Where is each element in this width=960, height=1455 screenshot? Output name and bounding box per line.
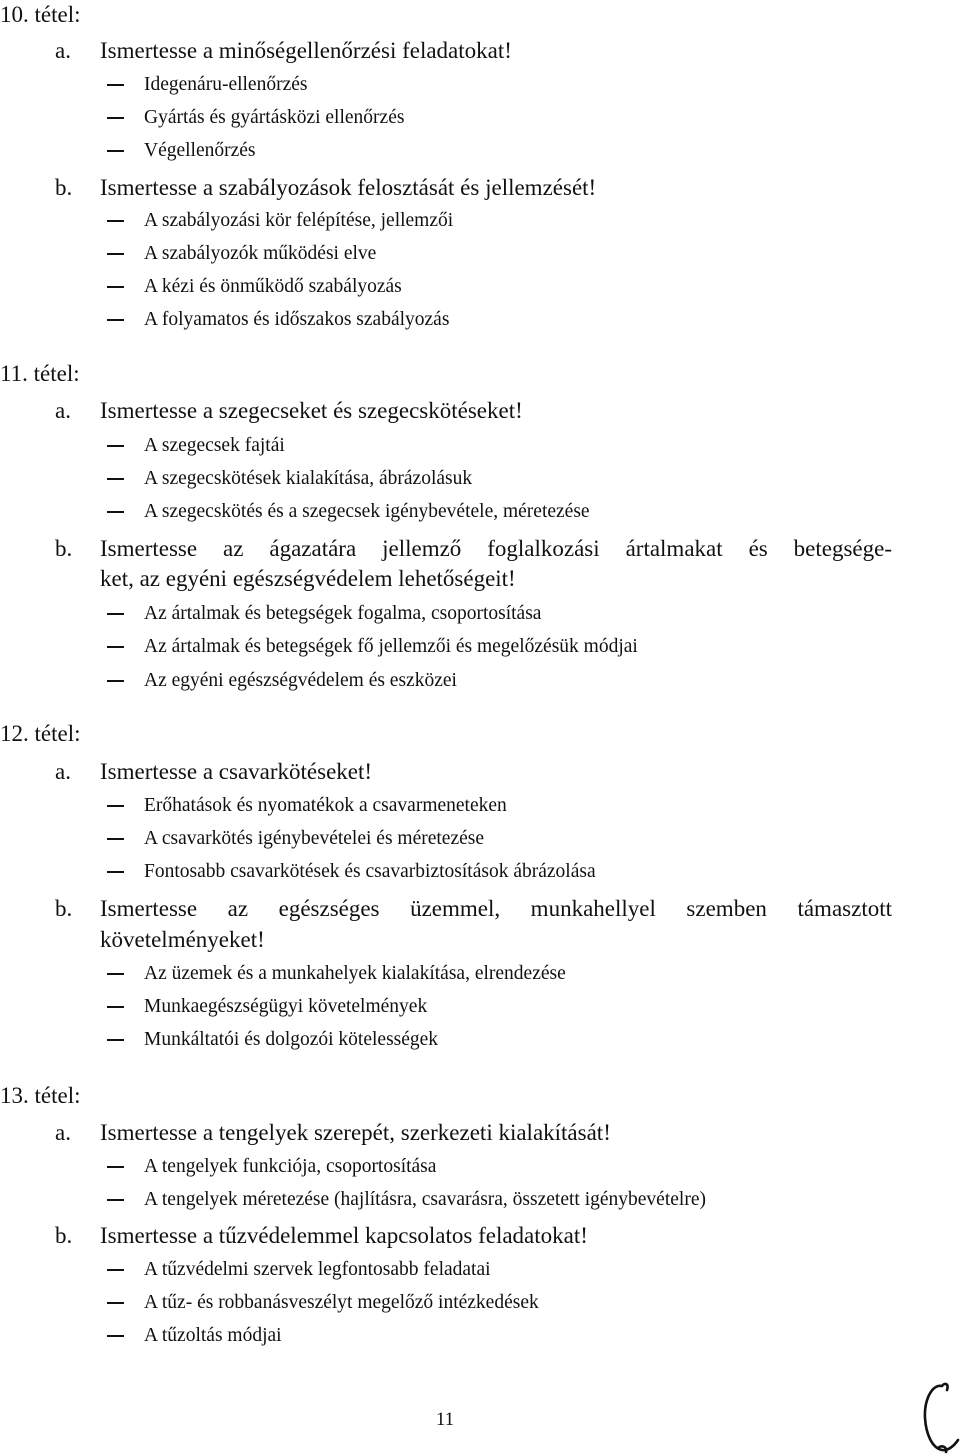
page-number: 11: [435, 1409, 455, 1430]
dash-icon: [107, 838, 124, 840]
handwritten-mark: [918, 1378, 960, 1454]
section-heading: 12. tétel:: [0, 721, 81, 746]
dash-icon: [107, 1269, 124, 1271]
dash-icon: [107, 871, 124, 873]
bullet-text: A szabályozási kör felépítése, jellemzői: [144, 210, 454, 231]
bullet-text: Munkaegészségügyi követelmények: [144, 996, 428, 1017]
dash-icon: [107, 1199, 124, 1201]
question-text: Ismertesse a csavarkötéseket!: [100, 759, 373, 784]
question-letter: a.: [55, 759, 71, 784]
dash-icon: [107, 220, 124, 222]
bullet-text: Munkáltatói és dolgozói kötelességek: [144, 1029, 439, 1050]
question-text: Ismertesse a tengelyek szerepét, szerkezeti kialakítását!: [100, 1120, 611, 1145]
question-letter: b.: [55, 1223, 73, 1248]
question-letter: a.: [55, 398, 71, 423]
dash-icon: [107, 613, 124, 615]
dash-icon: [107, 319, 124, 321]
dash-icon: [107, 973, 124, 975]
bullet-text: Az ártalmak és betegségek fogalma, csoportosítása: [144, 603, 542, 624]
bullet-text: A folyamatos és időszakos szabályozás: [144, 309, 450, 330]
dash-icon: [107, 1335, 124, 1337]
bullet-text: Idegenáru-ellenőrzés: [144, 74, 308, 95]
bullet-text: A tengelyek méretezése (hajlításra, csavarásra, összetett igénybevételre): [144, 1189, 706, 1210]
bullet-text: A tűz- és robbanásveszélyt megelőző intézkedések: [144, 1292, 539, 1313]
question-letter: a.: [55, 38, 71, 63]
bullet-text: Az ártalmak és betegségek fő jellemzői és megelőzésük módjai: [144, 636, 638, 657]
dash-icon: [107, 1302, 124, 1304]
bullet-text: A csavarkötés igénybevételei és méretezése: [144, 828, 485, 849]
bullet-text: Erőhatások és nyomatékok a csavarmeneteken: [144, 795, 507, 816]
question-letter: b.: [55, 175, 73, 200]
bullet-text: Fontosabb csavarkötések és csavarbiztosítások ábrázolása: [144, 861, 596, 882]
section-heading: 11. tétel:: [0, 361, 80, 386]
dash-icon: [107, 253, 124, 255]
question-text: Ismertesse az egészséges üzemmel, munkahellyel szemben támasztott: [100, 896, 892, 921]
question-text: Ismertesse a tűzvédelemmel kapcsolatos feladatokat!: [100, 1223, 588, 1248]
section-heading: 13. tétel:: [0, 1083, 81, 1108]
question-text-line2: ket, az egyéni egészségvédelem lehetőségeit!: [100, 566, 516, 591]
dash-icon: [107, 84, 124, 86]
bullet-text: A tűzoltás módjai: [144, 1325, 282, 1346]
question-letter: b.: [55, 536, 73, 561]
bullet-text: A szegecskötések kialakítása, ábrázolásuk: [144, 468, 473, 489]
question-text-line2: követelményeket!: [100, 927, 265, 952]
dash-icon: [107, 1039, 124, 1041]
dash-icon: [107, 646, 124, 648]
dash-icon: [107, 680, 124, 682]
section-heading: 10. tétel:: [0, 2, 81, 27]
question-text: Ismertesse a minőségellenőrzési feladatokat!: [100, 38, 512, 63]
bullet-text: A szegecsek fajtái: [144, 435, 285, 456]
dash-icon: [107, 511, 124, 513]
question-letter: b.: [55, 896, 73, 921]
dash-icon: [107, 805, 124, 807]
question-text: Ismertesse a szabályozások felosztását és jellemzését!: [100, 175, 597, 200]
bullet-text: Végellenőrzés: [144, 140, 256, 161]
bullet-text: A szabályozók működési elve: [144, 243, 377, 264]
dash-icon: [107, 117, 124, 119]
dash-icon: [107, 150, 124, 152]
question-text: Ismertesse a szegecseket és szegecskötéseket!: [100, 398, 523, 423]
bullet-text: A szegecskötés és a szegecsek igénybevétele, méretezése: [144, 501, 590, 522]
question-text: Ismertesse az ágazatára jellemző foglalkozási ártalmakat és betegsége-: [100, 536, 892, 561]
dash-icon: [107, 445, 124, 447]
bullet-text: A kézi és önműködő szabályozás: [144, 276, 402, 297]
dash-icon: [107, 286, 124, 288]
dash-icon: [107, 1166, 124, 1168]
dash-icon: [107, 1006, 124, 1008]
bullet-text: A tengelyek funkciója, csoportosítása: [144, 1156, 437, 1177]
bullet-text: Az egyéni egészségvédelem és eszközei: [144, 670, 457, 691]
bullet-text: A tűzvédelmi szervek legfontosabb feladatai: [144, 1259, 491, 1280]
bullet-text: Gyártás és gyártásközi ellenőrzés: [144, 107, 405, 128]
bullet-text: Az üzemek és a munkahelyek kialakítása, elrendezése: [144, 963, 566, 984]
dash-icon: [107, 478, 124, 480]
question-letter: a.: [55, 1120, 71, 1145]
